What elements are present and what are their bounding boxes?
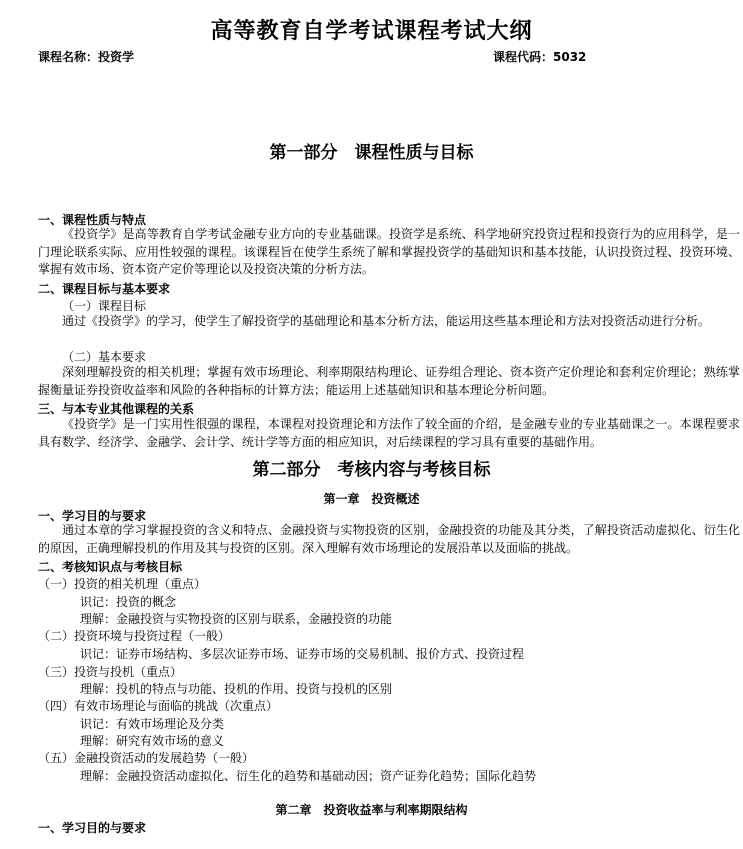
course-name: 课程名称：投资学 [38,50,135,64]
part1-title: 第一部分 课程性质与目标 [269,143,474,163]
part1-section2-text2: 深刻理解投资的相关机理；掌握有效市场理论、利率期限结构理论、证券组合理论、资本资产定价理论和套利定价理论；熟练掌握衡量证券投资收益率和风险的各种指标的计算方法；能运用上述基础知识和基本理论分析问题。 [38,365,740,397]
ch1-item4-line2: 理解：研究有效市场的意义 [80,734,225,748]
part1-section1-text: 《投资学》是高等教育自学考试金融专业方向的专业基础课。投资学是系统、科学地研究投资过程和投资行为的应用科学，是一门理论联系实际、应用性较强的课程。该课程旨在使学生系统了解和掌握投资学的基础知识和基本技能，认识投资过程、投资环境、掌握有效市场、资本资产定价等理论以及投资决策的分析方法。 [38,227,740,276]
ch1-item2-line1: 识记：证券市场结构、多层次证券市场、证券市场的交易机制、报价方式、投资过程 [80,647,525,661]
ch1-item4-label: （四）有效市场理论与面临的挑战（次重点） [38,699,279,713]
ch1-item5-line1: 理解：金融投资活动虚拟化、衍生化的趋势和基础动因；资产证券化趋势；国际化趋势 [80,769,537,783]
part1-section3-title: 三、与本专业其他课程的关系 [38,402,195,416]
part2-title: 第二部分 考核内容与考核目标 [252,460,491,480]
ch1-item1-line1: 识记：投资的概念 [80,595,177,609]
chapter2-section1-title: 一、学习目的与要求 [38,821,147,835]
part1-section1-title: 一、课程性质与特点 [38,213,147,227]
part1-section3-text: 《投资学》是一门实用性很强的课程，本课程对投资理论和方法作了较全面的介绍，是金融专业的专业基础课之一。本课程要求具有数学、经济学、金融学、会计学、统计学等方面的相应知识，对后续课程的学习具有重要的基础作用。 [38,417,740,449]
chapter1-section2-title: 二、考核知识点与考核目标 [38,560,183,574]
chapter1-section1-text: 通过本章的学习掌握投资的含义和特点、金融投资与实物投资的区别，金融投资的功能及其分类，了解投资活动虚拟化、衍生化的原因，正确理解投机的作用及其与投资的区别。深入理解有效市场理论的发展沿革以及面临的挑战。 [38,523,740,555]
course-code: 课程代码：5032 [493,50,587,64]
document-title: 高等教育自学考试课程考试大纲 [210,18,533,44]
part1-section2-title: 二、课程目标与基本要求 [38,282,171,296]
part1-section2-text1: 通过《投资学》的学习，使学生了解投资学的基础理论和基本分析方法，能运用这些基本理论和方法对投资活动进行分析。 [62,314,711,328]
part1-section2-sub2: （二）基本要求 [62,350,147,364]
ch1-item5-label: （五）金融投资活动的发展趋势（一般） [38,751,255,765]
ch1-item1-line2: 理解：金融投资与实物投资的区别与联系，金融投资的功能 [80,612,393,626]
part1-section2-sub1: （一）课程目标 [62,299,147,313]
ch1-item3-label: （三）投资与投机（重点） [38,665,183,679]
ch1-item1-label: （一）投资的相关机理（重点） [38,577,207,591]
ch1-item2-label: （二）投资环境与投资过程（一般） [38,629,231,643]
chapter1-section1-title: 一、学习目的与要求 [38,509,147,523]
chapter1-title: 第一章 投资概述 [323,492,420,506]
ch1-item3-line1: 理解：投机的特点与功能、投机的作用、投资与投机的区别 [80,682,393,696]
ch1-item4-line1: 识记：有效市场理论及分类 [80,717,225,731]
chapter2-title: 第二章 投资收益率与利率期限结构 [275,803,468,817]
